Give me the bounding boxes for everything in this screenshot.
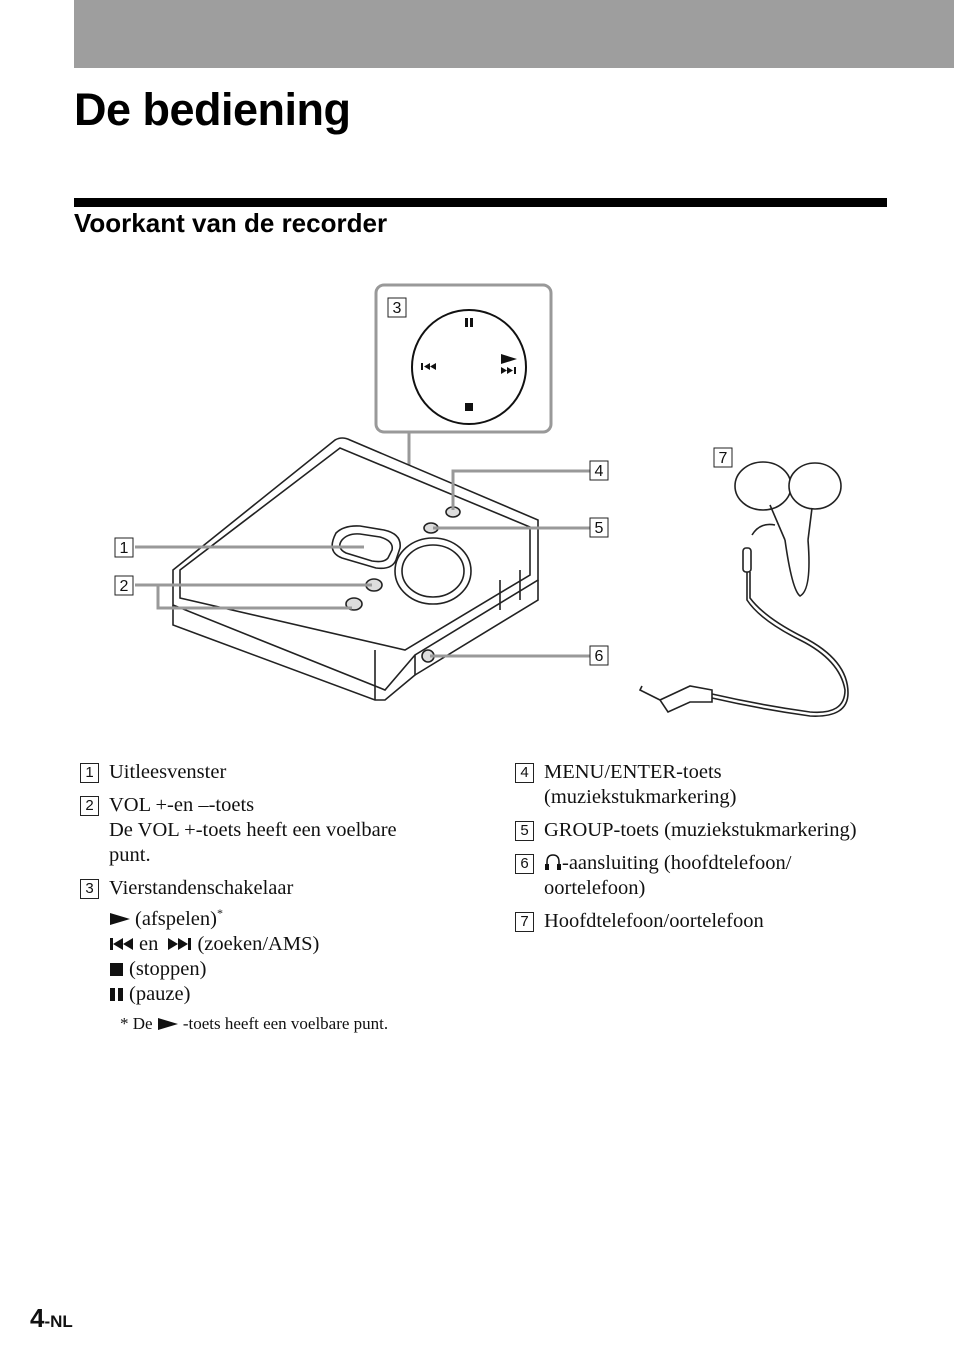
legend-item-4	[515, 760, 915, 810]
item-text: GROUP-toets (muziekstukmarkering)	[544, 819, 857, 841]
legend-item-2	[80, 793, 460, 868]
stop-icon	[109, 961, 125, 977]
page-number-suffix: -NL	[44, 1312, 73, 1331]
page-number	[30, 1303, 73, 1334]
legend-item-1	[80, 760, 460, 785]
callout-1	[115, 538, 133, 557]
seek-text: (zoeken/AMS)	[197, 932, 320, 955]
item-number: 6	[515, 854, 534, 874]
item-number: 3	[80, 879, 99, 899]
stop-text: (stoppen)	[129, 957, 207, 980]
play-icon	[109, 911, 131, 927]
play-mark: *	[216, 906, 223, 920]
svg-text:5: 5	[594, 520, 604, 537]
next-track-icon	[167, 936, 193, 952]
svg-text:7: 7	[718, 450, 728, 467]
item-text: Vierstandenschakelaar	[109, 877, 294, 899]
callout-6	[590, 646, 608, 665]
legend-left	[80, 760, 460, 1015]
previous-track-icon	[109, 936, 135, 952]
legend-item-7	[515, 909, 915, 934]
callout-3	[388, 298, 406, 317]
play-icon	[157, 1017, 179, 1031]
footnote-text: -toets heeft een voelbare punt.	[182, 1014, 389, 1033]
headphones-illustration	[640, 462, 848, 716]
svg-text:3: 3	[392, 300, 402, 317]
recorder-diagram	[0, 270, 954, 740]
item-number: 2	[80, 796, 99, 816]
footnote-prefix: De	[132, 1014, 153, 1033]
callout-5	[590, 518, 608, 537]
page-number-value: 4	[30, 1303, 45, 1333]
callout-4	[590, 461, 608, 480]
pause-text: (pauze)	[129, 982, 191, 1005]
svg-text:6: 6	[594, 648, 604, 665]
section-rule	[74, 198, 887, 207]
svg-text:4: 4	[594, 463, 604, 480]
item-number: 7	[515, 912, 534, 932]
callout-7	[714, 448, 732, 467]
play-text: (afspelen)	[135, 907, 217, 930]
pause-icon	[109, 986, 125, 1002]
item-text: (muziekstukmarkering)	[544, 786, 737, 808]
stop-line	[109, 957, 460, 982]
svg-text:2: 2	[119, 578, 129, 595]
page-title: De bediening	[74, 84, 351, 135]
legend-item-5	[515, 818, 915, 843]
legend-right	[515, 760, 915, 942]
svg-text:1: 1	[119, 540, 129, 557]
play-line	[109, 901, 460, 932]
item-text: De VOL +-toets heeft een voelbare	[109, 819, 397, 841]
footnote-mark: *	[120, 1014, 129, 1033]
stop-icon	[465, 403, 473, 411]
headphones-icon	[544, 853, 562, 871]
item-text: Uitleesvenster	[109, 761, 227, 783]
item-text: Hoofdtelefoon/oortelefoon	[544, 910, 764, 932]
en-text: en	[139, 932, 159, 955]
section-title: Voorkant van de recorder	[74, 208, 388, 238]
legend-item-6	[515, 851, 915, 901]
pause-line	[109, 982, 460, 1007]
item-text: MENU/ENTER-toets	[544, 761, 722, 783]
legend-item-3	[80, 876, 460, 1007]
header-bar	[74, 0, 954, 68]
item-text: punt.	[109, 844, 151, 866]
item-text: VOL +-en –-toets	[109, 794, 255, 816]
item-number: 5	[515, 821, 534, 841]
item-text: -aansluiting (hoofdtelefoon/	[562, 852, 792, 874]
item-text: oortelefoon)	[544, 877, 646, 899]
item-number: 4	[515, 763, 534, 783]
footnote	[120, 1014, 388, 1034]
seek-line	[109, 932, 460, 957]
callout-2	[115, 576, 133, 595]
recorder-body	[173, 438, 538, 700]
item-number: 1	[80, 763, 99, 783]
